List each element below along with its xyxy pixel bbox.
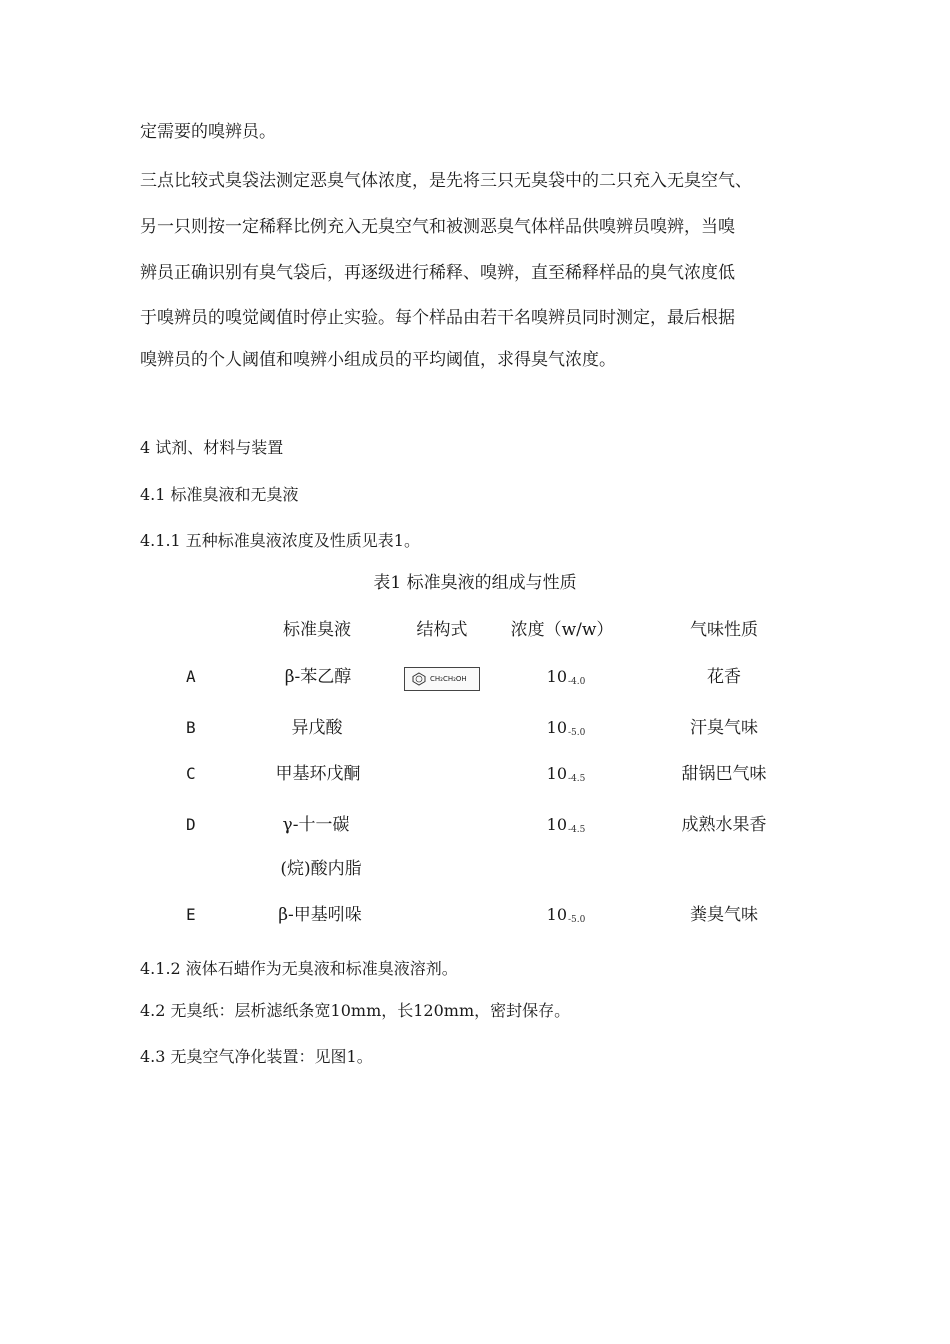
table-row-a-odor: 花香 <box>707 667 741 687</box>
table-row-e-odor: 粪臭气味 <box>690 905 758 925</box>
section-heading-4-3: 4.3 无臭空气净化装置：见图1。 <box>140 1047 373 1066</box>
structure-formula-image <box>404 667 480 691</box>
table-row-c-name: 甲基环戊酮 <box>275 764 361 784</box>
table-header-odor: 气味性质 <box>690 620 758 640</box>
table-row-b-concentration: $10^{-5.0}$ <box>546 718 586 738</box>
table-row-a-concentration: $10^{-4.0}$ <box>546 667 586 687</box>
paragraph-line-4: 辨员正确识别有臭气袋后，再逐级进行稀释、嗅辨，直至稀释样品的臭气浓度低 <box>140 263 735 283</box>
table-row-a-name: β-苯乙醇 <box>284 667 352 687</box>
paragraph-line-3: 另一只则按一定稀释比例充入无臭空气和被测恶臭气体样品供嗅辨员嗅辨，当嗅 <box>140 217 735 237</box>
paragraph-line-6: 嗅辨员的个人阈值和嗅辨小组成员的平均阈值，求得臭气浓度。 <box>140 350 616 370</box>
table-row-d-concentration: $10^{-4.5}$ <box>546 815 586 835</box>
benzene-ring-icon <box>411 672 427 686</box>
table-row-d-name-continued: (烷)酸内脂 <box>280 859 362 879</box>
table-row-e-name: β-甲基吲哚 <box>278 905 362 925</box>
paragraph-line-2: 三点比较式臭袋法测定恶臭气体浓度，是先将三只无臭袋中的二只充入无臭空气、 <box>140 171 752 191</box>
paragraph-line-1: 定需要的嗅辨员。 <box>140 122 276 142</box>
structure-formula-text: CH₂CH₂OH <box>430 675 467 683</box>
table-row-c-id: C <box>186 764 196 783</box>
table-row-b-odor: 汗臭气味 <box>690 718 758 738</box>
table-row-b-id: B <box>186 718 196 737</box>
table-row-d-id: D <box>186 815 196 834</box>
table-row-e-id: E <box>186 905 196 924</box>
table-header-concentration: 浓度（w/w） <box>510 620 614 640</box>
section-heading-4: 4 试剂、材料与装置 <box>140 438 284 457</box>
table-header-structure: 结构式 <box>416 620 468 640</box>
section-heading-4-1-2: 4.1.2 液体石蜡作为无臭液和标准臭液溶剂。 <box>140 959 458 978</box>
table-row-c-odor: 甜锅巴气味 <box>681 764 767 784</box>
paragraph-line-5: 于嗅辨员的嗅觉阈值时停止实验。每个样品由若干名嗅辨员同时测定，最后根据 <box>140 308 735 328</box>
section-heading-4-1-1: 4.1.1 五种标准臭液浓度及性质见表1。 <box>140 531 420 550</box>
table-row-d-name: γ-十一碳 <box>282 815 350 835</box>
table-row-c-concentration: $10^{-4.5}$ <box>546 764 586 784</box>
table-row-e-concentration: $10^{-5.0}$ <box>546 905 586 925</box>
section-heading-4-2: 4.2 无臭纸：层析滤纸条宽10mm，长120mm，密封保存。 <box>140 1001 571 1020</box>
table-header-liquid: 标准臭液 <box>283 620 351 640</box>
table-row-a-id: A <box>186 667 196 686</box>
section-heading-4-1: 4.1 标准臭液和无臭液 <box>140 485 299 504</box>
table-row-b-name: 异戊酸 <box>291 718 343 738</box>
table-row-d-odor: 成熟水果香 <box>681 815 767 835</box>
table-title: 表1 标准臭液的组成与性质 <box>373 573 577 593</box>
